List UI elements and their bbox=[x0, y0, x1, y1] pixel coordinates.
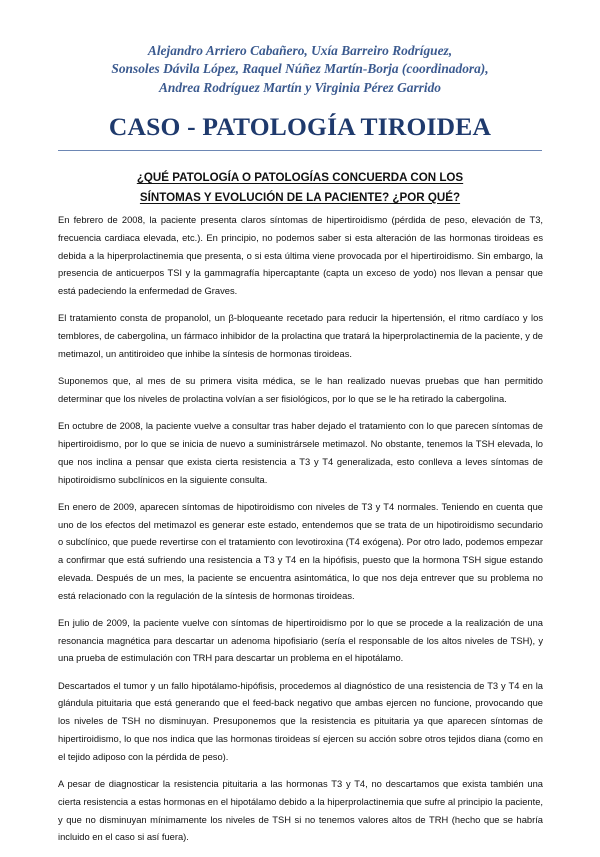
body-text bbox=[58, 212, 543, 857]
paragraph: El tratamiento consta de propanolol, un β-bloqueante recetado para reducir la hipertensión, el ritmo cardíaco y los temblores, de cabergolina, un fármaco inhibidor de la prolactina que tratará la hiperprolactinemia de la paciente, y de metimazol, un antitiroideo que inhibe la síntesis de hormonas tiroideas. bbox=[58, 313, 543, 359]
paragraph: A pesar de diagnosticar la resistencia pituitaria a las hormonas T3 y T4, no descartamos que exista también una cierta resistencia a estas hormonas en el hipotálamo debido a la hiperprolactinemia que sufre al principio la paciente, y que no disminuyan mínimamente los niveles de TSH si no tenemos valores altos de TRH (hecho que se habría incluido en el caso si así fuera). bbox=[58, 779, 543, 843]
paragraph: En febrero de 2008, la paciente presenta claros síntomas de hipertiroidismo (pérdida de peso, elevación de T3, frecuencia cardiaca elevada, etc.). En principio, no podemos saber si esta alteración de las hormonas tiroideas es debida a la hiperprolactinemia que presenta, o si esta última viene provocada por el hipertiroidismo. Sin embargo, la presencia de anticuerpos TSI y la gammagrafía hipercaptante (capta un exceso de yodo) nos llevan a pensar que está padeciendo la enfermedad de Graves. bbox=[58, 215, 543, 297]
question-line: SÍNTOMAS Y EVOLUCIÓN DE LA PACIENTE? ¿POR QUÉ? bbox=[139, 190, 461, 204]
author-line: Alejandro Arriero Cabañero, Uxía Barreiro Rodríguez, bbox=[147, 43, 453, 58]
paragraph: Descartados el tumor y un fallo hipotálamo-hipófisis, procedemos al diagnóstico de una resistencia de T3 y T4 en la glándula pituitaria que está generando que el feed-back negativo que ambas ejercen no funcione, provocando que los niveles de TSH no disminuyan. Presuponemos que la resistencia es pituitaria ya que aparecen síntomas de hipertiroidismo, lo que nos indica que las hormonas tiroideas sí ejercen su acción sobre otros tejidos diana (como en el tejido adiposo con la pérdida de peso). bbox=[58, 680, 543, 762]
paragraph: En enero de 2009, aparecen síntomas de hipotiroidismo con niveles de T3 y T4 normales. Teniendo en cuenta que uno de los efectos del metimazol es generar este estado, entendemos que se trata de un hipotiroidismo secundario o subclínico, que puede revertirse con el tratamiento con levotiroxina (T4 exógena). Por otro lado, podemos empezar a confirmar que está sufriendo una resistencia a T3 y T4 en la hipófisis, puesto que la hormona TSH sigue estando elevada. Después de un mes, la paciente se encuentra asintomática, lo que nos deja entrever que su problema no está relacionado con la regulación de la síntesis de hormonas tiroideas. bbox=[58, 501, 543, 601]
page-title: CASO - PATOLOGÍA TIROIDEA bbox=[108, 112, 492, 141]
title-divider bbox=[58, 150, 542, 151]
paragraph: En octubre de 2008, la paciente vuelve a consultar tras haber dejado el tratamiento con lo que parecen síntomas de hipertiroidismo, por lo que se inicia de nuevo a suministrársele metimazol. No obstante, tenemos la TSH elevada, lo que nos inclina a pensar que exista cierta resistencia a T3 y T4 generalizada, esto conlleva a leves síntomas de hipotiroidismo subclínicos en la siguiente consulta. bbox=[58, 421, 543, 485]
author-list bbox=[60, 42, 540, 97]
author-line: Andrea Rodríguez Martín y Virginia Pérez Garrido bbox=[159, 79, 441, 95]
question-line: ¿QUÉ PATOLOGÍA O PATOLOGÍAS CONCUERDA CON LOS bbox=[136, 171, 464, 184]
author-line: Sonsoles Dávila López, Raquel Núñez Martín-Borja (coordinadora), bbox=[111, 61, 489, 77]
paragraph: Suponemos que, al mes de su primera visita médica, se le han realizado nuevas pruebas que han permitido determinar que los niveles de prolactina volvían a ser fisiológicos, por lo que se le ha retirado la cabergolina. bbox=[58, 376, 543, 404]
section-question bbox=[110, 168, 490, 207]
paragraph: En julio de 2009, la paciente vuelve con síntomas de hipertiroidismo por lo que se procede a la realización de una resonancia magnética para descartar un adenoma hipofisiario (sería el responsable de los altos niveles de TSH), y una prueba de estimulación con TRH para descartar un problema en el hipotálamo. bbox=[58, 617, 543, 664]
